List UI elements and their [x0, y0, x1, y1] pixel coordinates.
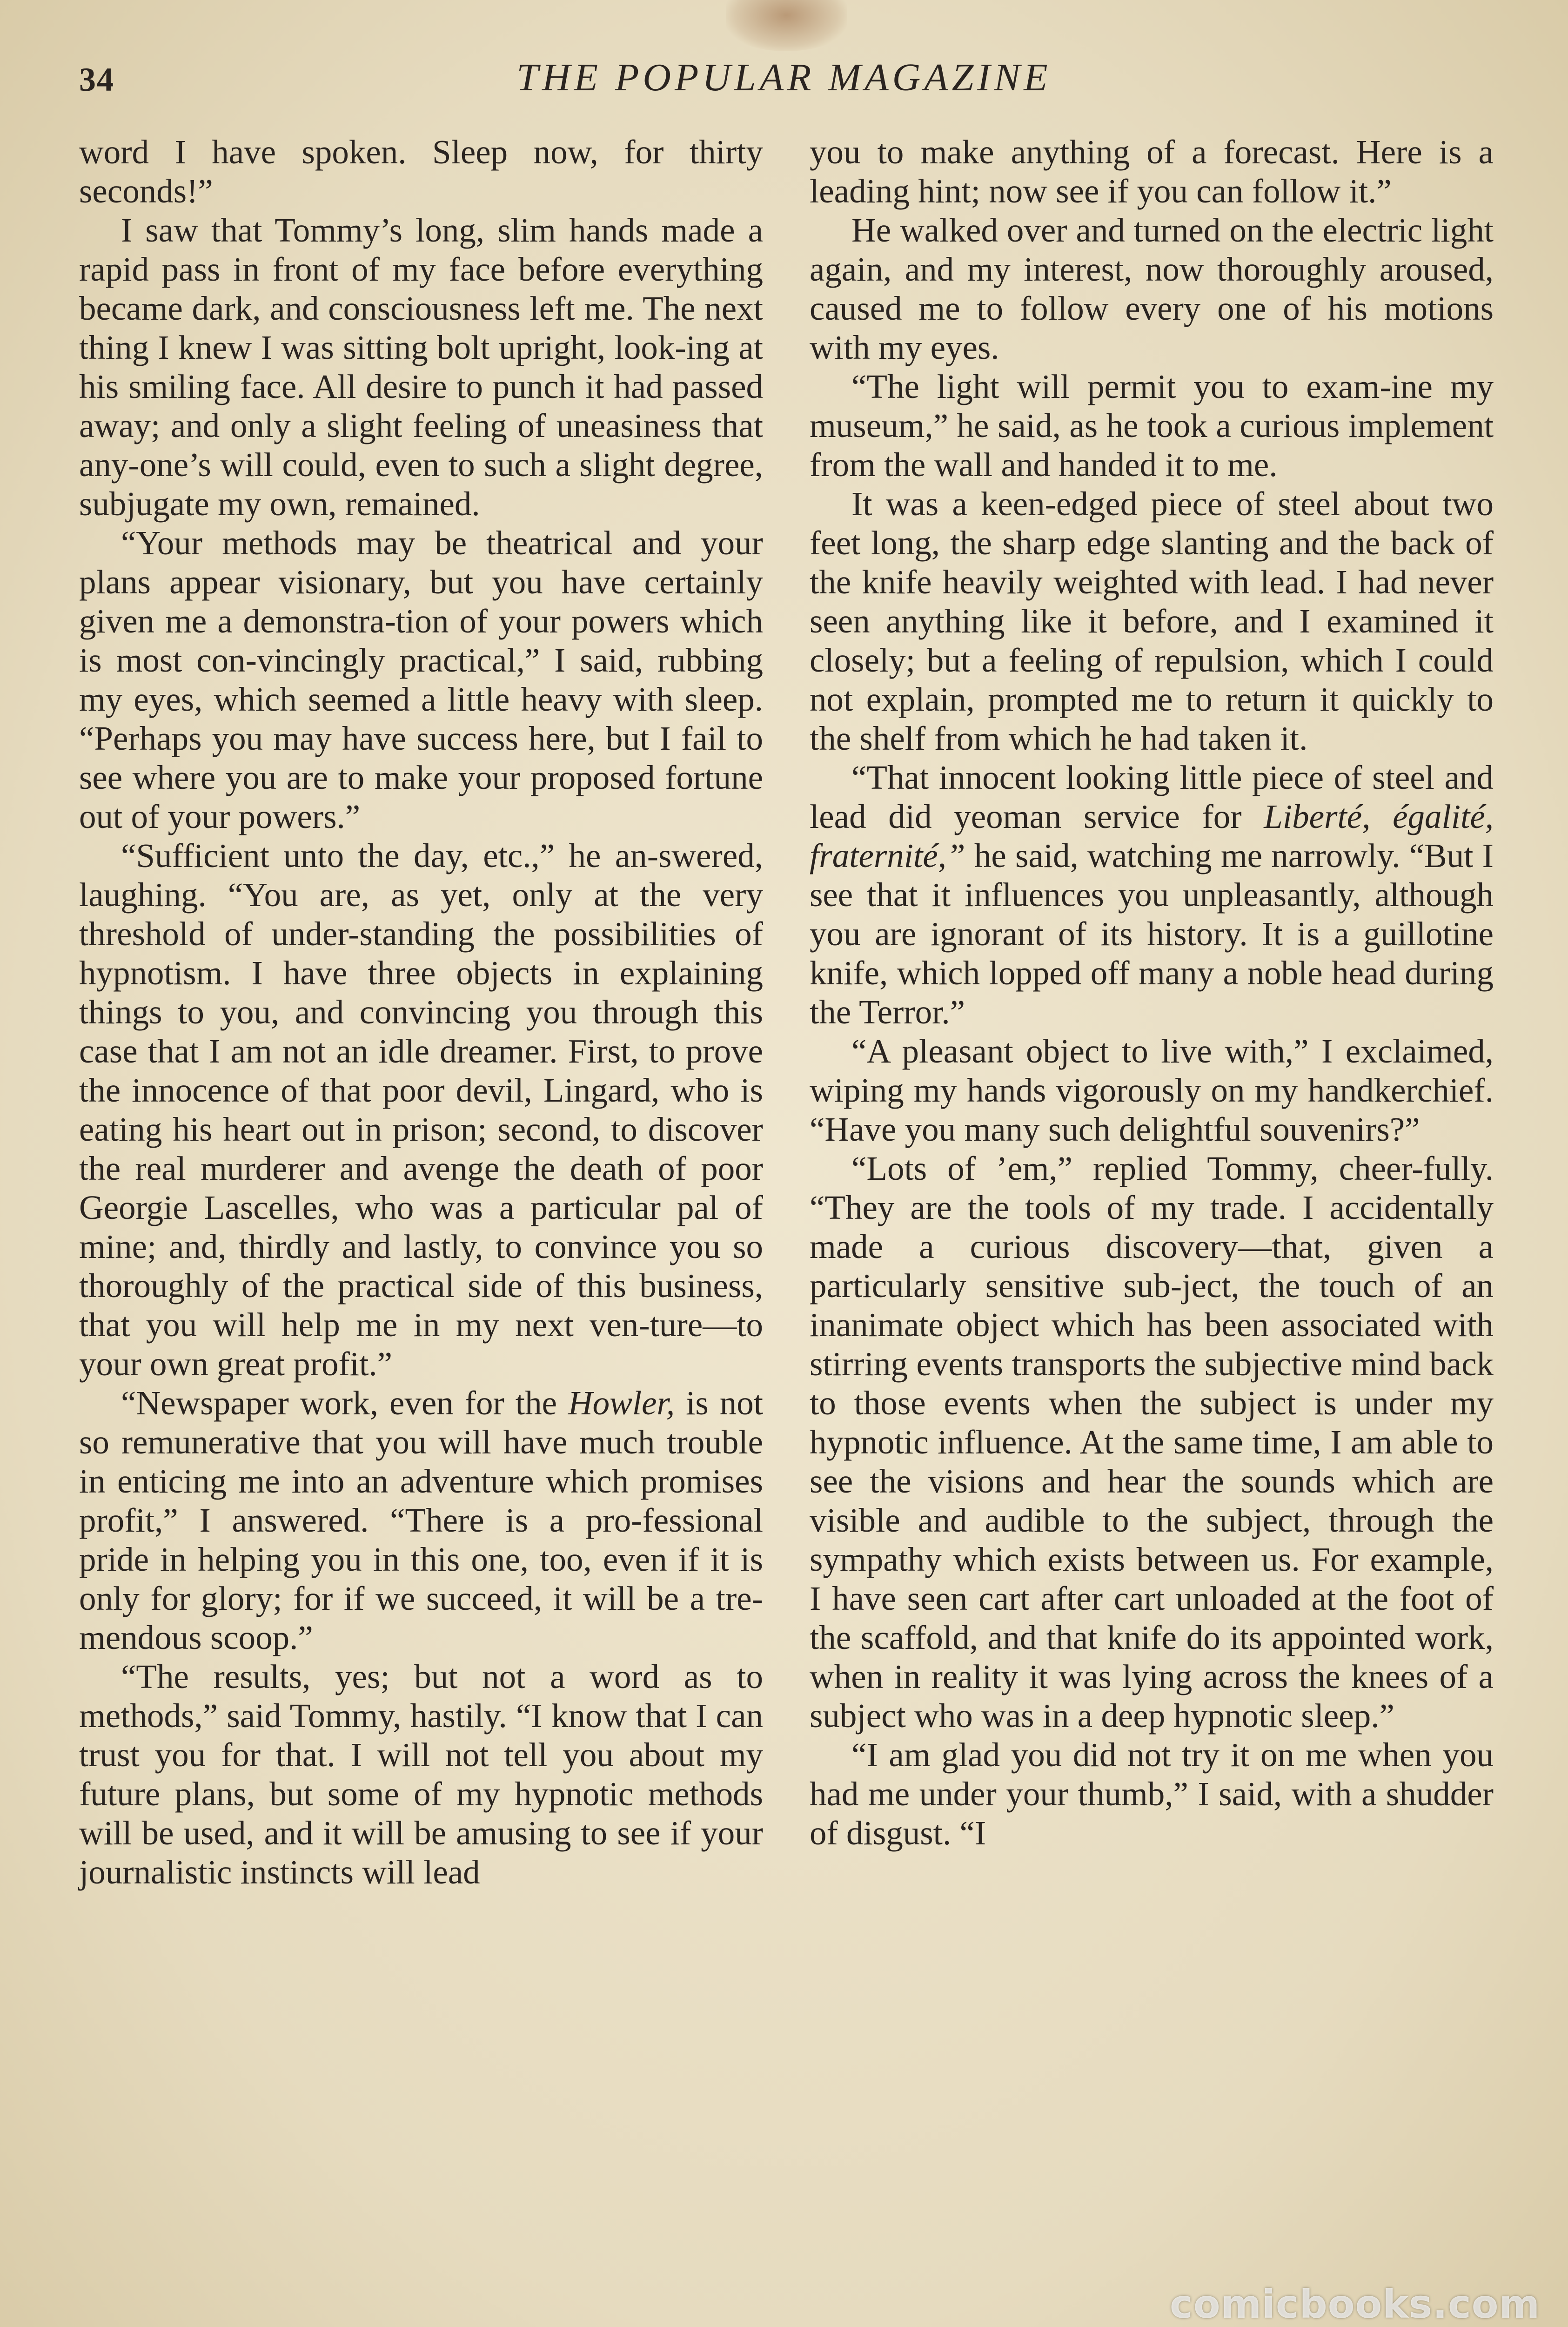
paragraph-text: word I have spoken. Sleep now, for thirty seconds!” — [79, 133, 763, 210]
paragraph — [79, 1384, 763, 1657]
paper-stain — [726, 0, 847, 51]
paragraph-text: “Your methods may be theatrical and your plans appear visionary, but you have certainly given me a demonstra-tion of your powers which is most con-vincingly practical,” I said, rubbing my eyes, which seemed a little heavy with sleep. “Perhaps you may have success here, but I fail to see where you are to make your proposed fortune out of your powers.” — [79, 524, 763, 835]
paragraph — [79, 836, 763, 1384]
paragraph-text: “Sufficient unto the day, etc.,” he an-swered, laughing. “You are, as yet, only at the very threshold of under-standing the possibilities of hypnotism. I have three objects in explaining things to you, and convincing you through this case that I am not an idle dreamer. First, to prove the innocence of that poor devil, Lingard, who is eating his heart out in prison; second, to discover the real murderer and avenge the death of poor Georgie Lascelles, who was a particular pal of mine; and, thirdly and lastly, to convince you so thoroughly of the practical side of this business, that you will help me in my next ven-ture—to your own great profit.” — [79, 837, 763, 1383]
paragraph — [79, 133, 763, 211]
paragraph — [810, 1149, 1494, 1735]
paragraph — [810, 758, 1494, 1032]
paragraph-text: is not so remunerative that you will have much trouble in enticing me into an adventure which promises profit,” I answered. “There is a pro-fessional pride in helping you in this one, too, even if it is only for glory; for if we succeed, it will be a tre-mendous scoop.” — [79, 1384, 763, 1656]
paragraph-text: “I am glad you did not try it on me when you had me under your thumb,” I said, with a shudder of disgust. “I — [810, 1736, 1494, 1852]
paragraph-text: It was a keen-edged piece of steel about two feet long, the sharp edge slanting and the back of the knife heavily weighted with lead. I had never seen anything like it before, and I examined it closely; but a feeling of repulsion, which I could not explain, prompted me to return it quickly to the shelf from which he had taken it. — [810, 485, 1494, 757]
paragraph-text: He walked over and turned on the electric light again, and my interest, now thoroughly aroused, caused me to follow every one of his motions with my eyes. — [810, 211, 1494, 366]
running-head: THE POPULAR MAGAZINE — [516, 56, 1052, 99]
paragraph — [810, 484, 1494, 758]
paragraph — [810, 367, 1494, 484]
paragraph — [810, 1735, 1494, 1853]
paragraph-text: “The results, yes; but not a word as to methods,” said Tommy, hastily. “I know that I can trust you for that. I will not tell you about my future plans, but some of my hypnotic methods will be used, and it will be amusing to see if your journalistic instincts will lead — [79, 1658, 763, 1891]
paragraph-text: I saw that Tommy’s long, slim hands made a rapid pass in front of my face before everything became dark, and consciousness left me. The next thing I knew I was sitting bolt upright, look-ing at his smiling face. All desire to punch it had passed away; and only a slight feeling of uneasiness that any-one’s will could, even to such a slight degree, subjugate my own, remained. — [79, 211, 763, 523]
paragraph — [79, 524, 763, 836]
italic-text: Howler, — [568, 1384, 675, 1422]
paragraph-text: “A pleasant object to live with,” I exclaimed, wiping my hands vigorously on my handkerchief. “Have you many such delightful souvenirs?” — [810, 1032, 1494, 1148]
watermark: comicbooks.com — [1170, 2281, 1540, 2327]
paragraph — [79, 211, 763, 524]
page-header — [79, 55, 1489, 106]
paragraph — [810, 211, 1494, 367]
paragraph-text: “That innocent looking little piece of steel and lead did yeoman service for — [810, 759, 1494, 835]
text-column-left — [79, 133, 763, 1892]
paragraph-text: “Newspaper work, even for the — [121, 1384, 568, 1422]
paragraph — [79, 1657, 763, 1892]
paragraph-text: you to make anything of a forecast. Here is a leading hint; now see if you can follow it.” — [810, 133, 1494, 210]
paragraph — [810, 1032, 1494, 1149]
text-column-right — [810, 133, 1494, 1853]
paragraph-text: “Lots of ’em,” replied Tommy, cheer-fully. “They are the tools of my trade. I accidentally made a curious discovery—that, given a particularly sensitive sub-ject, the touch of an inanimate object which has been associated with stirring events transports the subjective mind back to those events when the subject is under my hypnotic influence. At the same time, I am able to see the visions and hear the sounds which are visible and audible to the subject, through the sympathy which exists between us. For example, I have seen cart after cart unloaded at the foot of the scaffold, and that knife do its appointed work, when in reality it was lying across the knees of a subject who was in a deep hypnotic sleep.” — [810, 1150, 1494, 1735]
paragraph-text: “The light will permit you to exam-ine my museum,” he said, as he took a curious implement from the wall and handed it to me. — [810, 368, 1494, 484]
page-number: 34 — [79, 61, 114, 98]
paragraph — [810, 133, 1494, 211]
paragraph-text: he said, watching me narrowly. “But I see that it influences you unpleasantly, although you are ignorant of its history. It is a guillotine knife, which lopped off many a noble head during the Terror.” — [810, 837, 1494, 1031]
italic-text: Liberté, égalité, fraternité,” — [810, 798, 1494, 874]
